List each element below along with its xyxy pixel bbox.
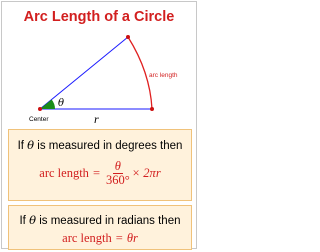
radians-condition-tail: is measured in radians then <box>39 215 181 227</box>
degrees-formula-factor: × 2πr <box>131 166 161 180</box>
fraction-numerator: θ <box>114 159 121 173</box>
degrees-condition-text <box>9 138 191 152</box>
radians-if-text: If <box>19 215 26 227</box>
arc-diagram <box>2 2 198 132</box>
degrees-if-text: If <box>17 140 24 152</box>
center-point <box>38 107 42 111</box>
angle-label: θ <box>58 98 65 109</box>
radians-condition-text <box>9 213 191 227</box>
degrees-formula-box <box>8 129 192 201</box>
radius-line-top <box>40 37 128 109</box>
radians-theta-symbol: θ <box>29 213 37 227</box>
arc-endpoint-bottom <box>150 107 154 111</box>
fraction-denominator: 360° <box>106 173 130 187</box>
page-title: Arc Length of a Circle <box>23 9 175 25</box>
arc-length-label: arc length <box>149 72 178 79</box>
radians-equals: = <box>115 231 123 245</box>
degrees-condition-tail: is measured in degrees then <box>37 140 183 152</box>
arc-length-card <box>1 1 197 249</box>
radians-formula-box <box>8 205 192 250</box>
arc-endpoint-top <box>126 35 130 39</box>
radius-label: r <box>94 112 99 126</box>
degrees-equals: = <box>92 166 100 180</box>
degrees-fraction <box>106 160 130 187</box>
angle-marker <box>40 100 55 110</box>
radians-formula <box>9 231 191 246</box>
radians-formula-rhs: θr <box>126 231 138 245</box>
center-label: Center <box>29 116 49 123</box>
radians-formula-lhs: arc length <box>62 231 112 245</box>
degrees-formula-lhs: arc length <box>39 166 89 180</box>
degrees-formula <box>9 160 191 187</box>
degrees-theta-symbol: θ <box>27 138 35 152</box>
